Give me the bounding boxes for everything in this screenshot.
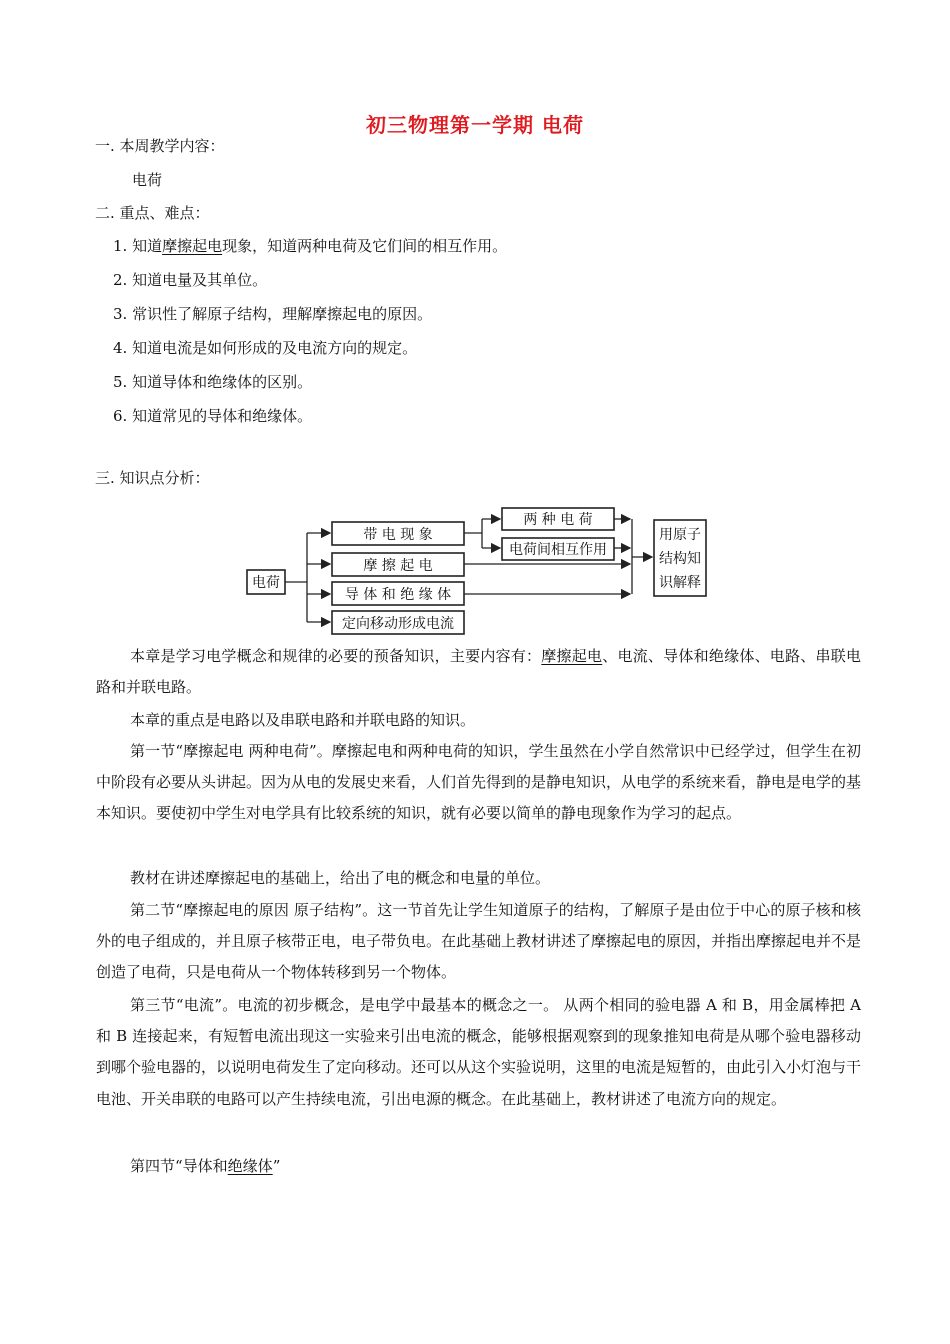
- section3-heading: 三. 知识点分析：: [95, 469, 210, 487]
- paragraph-7: [96, 1151, 861, 1182]
- section1-content: 电荷: [132, 171, 163, 189]
- knowledge-diagram: [0, 505, 950, 635]
- branch-label-2: 摩 擦 起 电: [363, 558, 433, 574]
- paragraph-1-pre: 本章是学习电学概念和规律的必要的预备知识，主要内容有：: [130, 647, 542, 665]
- explain-line-1: 用原子: [659, 527, 701, 543]
- branch-label-1: 带 电 现 象: [363, 527, 433, 543]
- paragraph-1-underlined: 摩擦起电: [541, 647, 603, 665]
- key-point-6: 6. 知道常见的导体和绝缘体。: [113, 407, 313, 425]
- diagram-root: 电荷: [252, 575, 280, 591]
- key-point-1-post: 现象，知道两种电荷及它们间的相互作用。: [222, 237, 508, 255]
- paragraph-4: 教材在讲述摩擦起电的基础上，给出了电的概念和电量的单位。: [130, 869, 551, 887]
- sub-label-2: 电荷间相互作用: [509, 542, 607, 558]
- page-title: 初三物理第一学期 电荷: [366, 113, 584, 137]
- key-point-1-pre: 1. 知道: [113, 237, 163, 255]
- key-point-1: [113, 235, 507, 256]
- key-point-4: 4. 知道电流是如何形成的及电流方向的规定。: [113, 339, 418, 357]
- paragraph-7-pre: 第四节“导体和: [130, 1157, 228, 1175]
- branch-label-3: 导 体 和 绝 缘 体: [344, 587, 452, 603]
- paragraph-5: 第二节“摩擦起电的原因 原子结构”。这一节首先让学生知道原子的结构，了解原子是由位于中心的原子核和核外的电子组成的，并且原子核带正电，电子带负电。在此基础上教材讲述了摩擦起电的原因，并指出摩擦起电并不是创造了电荷，只是电荷从一个物体转移到另一个物体。: [96, 901, 862, 982]
- paragraph-1-post: 、电流、导体和绝缘体、电路、串联电路和并联电路。: [96, 647, 861, 697]
- explain-line-2: 结构知: [659, 551, 701, 567]
- branch-label-4: 定向移动形成电流: [342, 616, 454, 632]
- key-point-2: 2. 知道电量及其单位。: [113, 271, 268, 289]
- key-point-1-underlined: 摩擦起电: [162, 237, 223, 255]
- sub-label-1: 两 种 电 荷: [523, 512, 593, 528]
- key-point-3: 3. 常识性了解原子结构，理解摩擦起电的原因。: [113, 305, 433, 323]
- key-point-5: 5. 知道导体和绝缘体的区别。: [113, 373, 313, 391]
- paragraph-7-underlined: 绝缘体: [227, 1157, 273, 1175]
- paragraph-6: 第三节“电流”。电流的初步概念，是电学中最基本的概念之一。 从两个相同的验电器 A 和 B，用金属棒把 A 和 B 连接起来，有短暂电流出现这一实验来引出电流的概念，能够根据观察到的现象推知电荷是从哪个验电器移动到哪个验电器的，以说明电荷发生了定向移动。还可以从这个实验说明，这里的电流是短暂的，由此引入小灯泡与干电池、开关串联的电路可以产生持续电流，引出电源的概念。在此基础上，教材讲述了电流方向的规定。: [96, 996, 862, 1108]
- paragraph-7-post: ”: [272, 1157, 281, 1175]
- section2-heading: 二. 重点、难点：: [95, 204, 210, 222]
- section1-heading: 一. 本周教学内容：: [95, 137, 225, 155]
- explain-line-3: 识解释: [659, 575, 701, 591]
- paragraph-3: 第一节“摩擦起电 两种电荷”。摩擦起电和两种电荷的知识，学生虽然在小学自然常识中已经学过，但学生在初中阶段有必要从头讲起。因为从电的发展史来看，人们首先得到的是静电知识，从电学的系统来看，静电是电学的基本知识。要使初中学生对电学具有比较系统的知识，就有必要以简单的静电现象作为学习的起点。: [96, 742, 862, 823]
- paragraph-2: 本章的重点是电路以及串联电路和并联电路的知识。: [130, 711, 476, 729]
- paragraph-1: [96, 641, 861, 703]
